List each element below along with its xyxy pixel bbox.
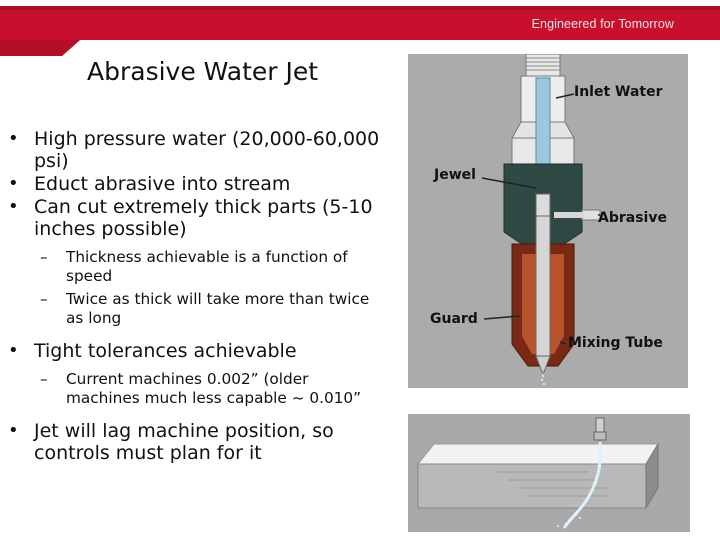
bullet-text: Educt abrasive into stream <box>34 173 291 195</box>
dash-icon: – <box>40 248 48 266</box>
bullet-dot-icon: • <box>8 128 19 149</box>
header-banner <box>0 0 720 56</box>
sub-bullet-item <box>0 248 380 286</box>
bullet-text: Can cut extremely thick parts (5-10 inches possible) <box>34 196 373 240</box>
bullet-text: Jet will lag machine position, so controls must plan for it <box>34 420 334 464</box>
bullet-dot-icon: • <box>8 196 19 217</box>
sub-bullet-text: Current machines 0.002” (older machines much less capable ~ 0.010” <box>66 370 362 407</box>
bullet-dot-icon: • <box>8 420 19 441</box>
bullet-text: Tight tolerances achievable <box>34 340 297 362</box>
sub-bullet-text: Twice as thick will take more than twice as long <box>66 290 370 327</box>
tagline: Engineered for Tomorrow <box>531 17 674 31</box>
bullet-item <box>0 340 380 362</box>
bullet-list <box>0 128 380 472</box>
sub-bullet-item <box>0 370 380 408</box>
label-inlet-water: Inlet Water <box>574 84 663 100</box>
dash-icon: – <box>40 290 48 308</box>
label-guard: Guard <box>430 311 478 327</box>
sub-bullet-text: Thickness achievable is a function of speed <box>66 248 348 285</box>
cutting-block-illustration <box>408 414 690 532</box>
page-title: Abrasive Water Jet <box>87 57 319 86</box>
cutting-block-image <box>408 414 690 532</box>
bullet-dot-icon: • <box>8 340 19 361</box>
bullet-item <box>0 196 380 240</box>
bullet-dot-icon: • <box>8 173 19 194</box>
bullet-item <box>0 420 380 464</box>
dash-icon: – <box>40 370 48 388</box>
bullet-item <box>0 173 380 195</box>
bullet-item <box>0 128 380 172</box>
bullet-text: High pressure water (20,000-60,000 psi) <box>34 128 380 172</box>
sub-bullet-item <box>0 290 380 328</box>
label-mixing-tube: Mixing Tube <box>568 335 663 351</box>
label-jewel: Jewel <box>434 167 476 183</box>
nozzle-diagram <box>408 54 688 388</box>
label-abrasive: Abrasive <box>598 210 667 226</box>
